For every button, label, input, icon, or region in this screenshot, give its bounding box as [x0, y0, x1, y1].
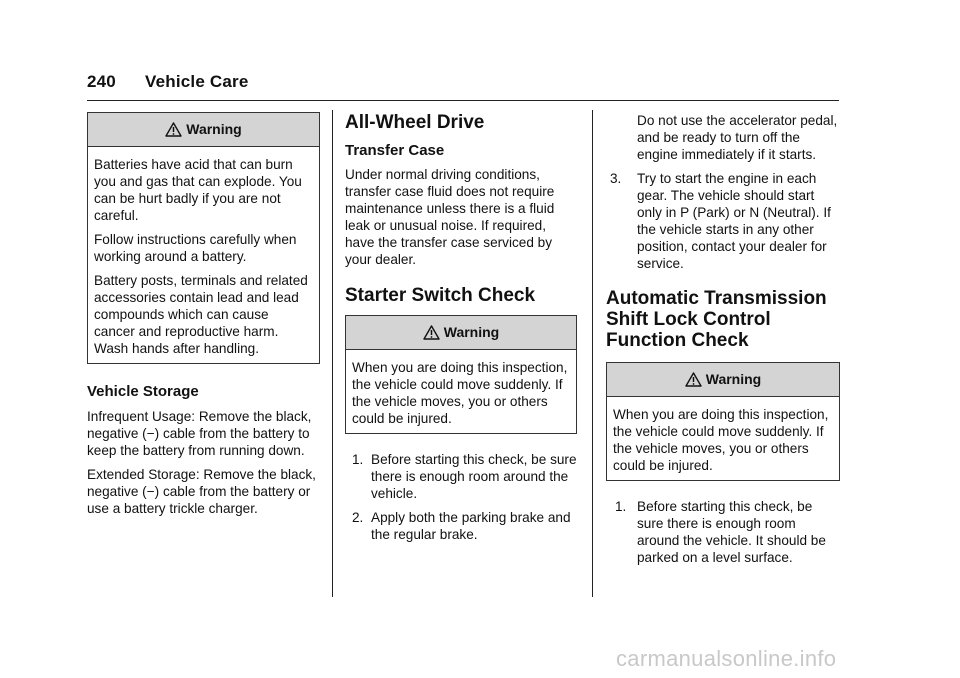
warning-paragraph: When you are doing this inspection, the vehicle could move suddenly. If the vehicle moves, you or others could be injured. [613, 407, 829, 473]
column-1 [87, 112, 320, 524]
list-item [345, 509, 577, 543]
step-text: Before starting this check, be sure there is enough room around the vehicle. It should be parked on a level surface. [637, 499, 826, 565]
heading-line: Automatic Transmission [606, 288, 827, 309]
awd-heading: All-Wheel Drive [345, 112, 485, 133]
step-text: Before starting this check, be sure there is enough room around the vehicle. [371, 452, 577, 501]
warning-icon [685, 372, 702, 387]
list-item [606, 170, 840, 272]
list-item [606, 498, 840, 566]
warning-header [88, 113, 319, 147]
transfer-case-text: Under normal driving conditions, transfer case fluid does not require maintenance unless there is a fluid leak or unusual noise. If required, have the transfer case serviced by your dealer. [345, 167, 555, 267]
warning-body [88, 147, 319, 363]
step-number: 1. [352, 452, 364, 467]
starter-steps [345, 451, 577, 543]
warning-header [346, 316, 576, 350]
warning-label: Warning [443, 324, 500, 340]
warning-paragraph: Batteries have acid that can burn you and gas that can explode. You can be hurt badly if you are not careful. [94, 157, 302, 223]
starter-switch-heading: Starter Switch Check [345, 285, 536, 306]
heading-line: Function Check [606, 330, 749, 351]
transfer-case-heading: Transfer Case [345, 142, 445, 159]
list-item [345, 451, 577, 502]
warning-body [607, 397, 839, 480]
column-divider-right [592, 110, 593, 597]
step-number: 3. [610, 171, 622, 186]
warning-icon [165, 122, 182, 137]
column-2 [345, 112, 577, 550]
column-divider-left [332, 110, 333, 597]
continued-text: Do not use the accelerator pedal, and be ready to turn off the engine immediately if it starts. [637, 113, 838, 162]
step-number: 1. [615, 499, 627, 514]
page-header [87, 72, 249, 92]
warning-paragraph: Follow instructions carefully when working around a battery. [94, 232, 297, 264]
heading-line: Shift Lock Control [606, 309, 771, 330]
starter-warning-box [345, 315, 577, 434]
shift-lock-warning-box [606, 362, 840, 481]
step-number: 2. [352, 510, 364, 525]
warning-header [607, 363, 839, 397]
warning-paragraph: Battery posts, terminals and related accessories contain lead and lead compounds which can cause cancer and reproductive harm. Wash hands after handling. [94, 273, 308, 356]
storage-paragraph: Extended Storage: Remove the black, negative (−) cable from the battery or use a battery trickle charger. [87, 467, 316, 516]
storage-paragraph: Infrequent Usage: Remove the black, negative (−) cable from the battery to keep the battery from running down. [87, 409, 312, 458]
warning-label: Warning [705, 371, 762, 387]
step-text: Apply both the parking brake and the regular brake. [371, 510, 571, 542]
section-title: Vehicle Care [145, 72, 249, 91]
warning-icon [423, 325, 440, 340]
vehicle-storage-heading: Vehicle Storage [87, 383, 199, 400]
column-3 [606, 112, 840, 573]
page-number: 240 [87, 72, 116, 91]
header-rule [87, 100, 839, 101]
battery-warning-box [87, 112, 320, 364]
shift-lock-heading [606, 288, 840, 351]
step-text: Try to start the engine in each gear. The vehicle should start only in P (Park) or N (Neutral). If the vehicle starts in any other position, contact your dealer for service. [637, 171, 831, 271]
warning-paragraph: When you are doing this inspection, the vehicle could move suddenly. If the vehicle moves, you or others could be injured. [352, 360, 568, 426]
warning-body [346, 350, 576, 433]
warning-label: Warning [186, 121, 242, 137]
watermark: carmanualsonline.info [616, 646, 837, 671]
